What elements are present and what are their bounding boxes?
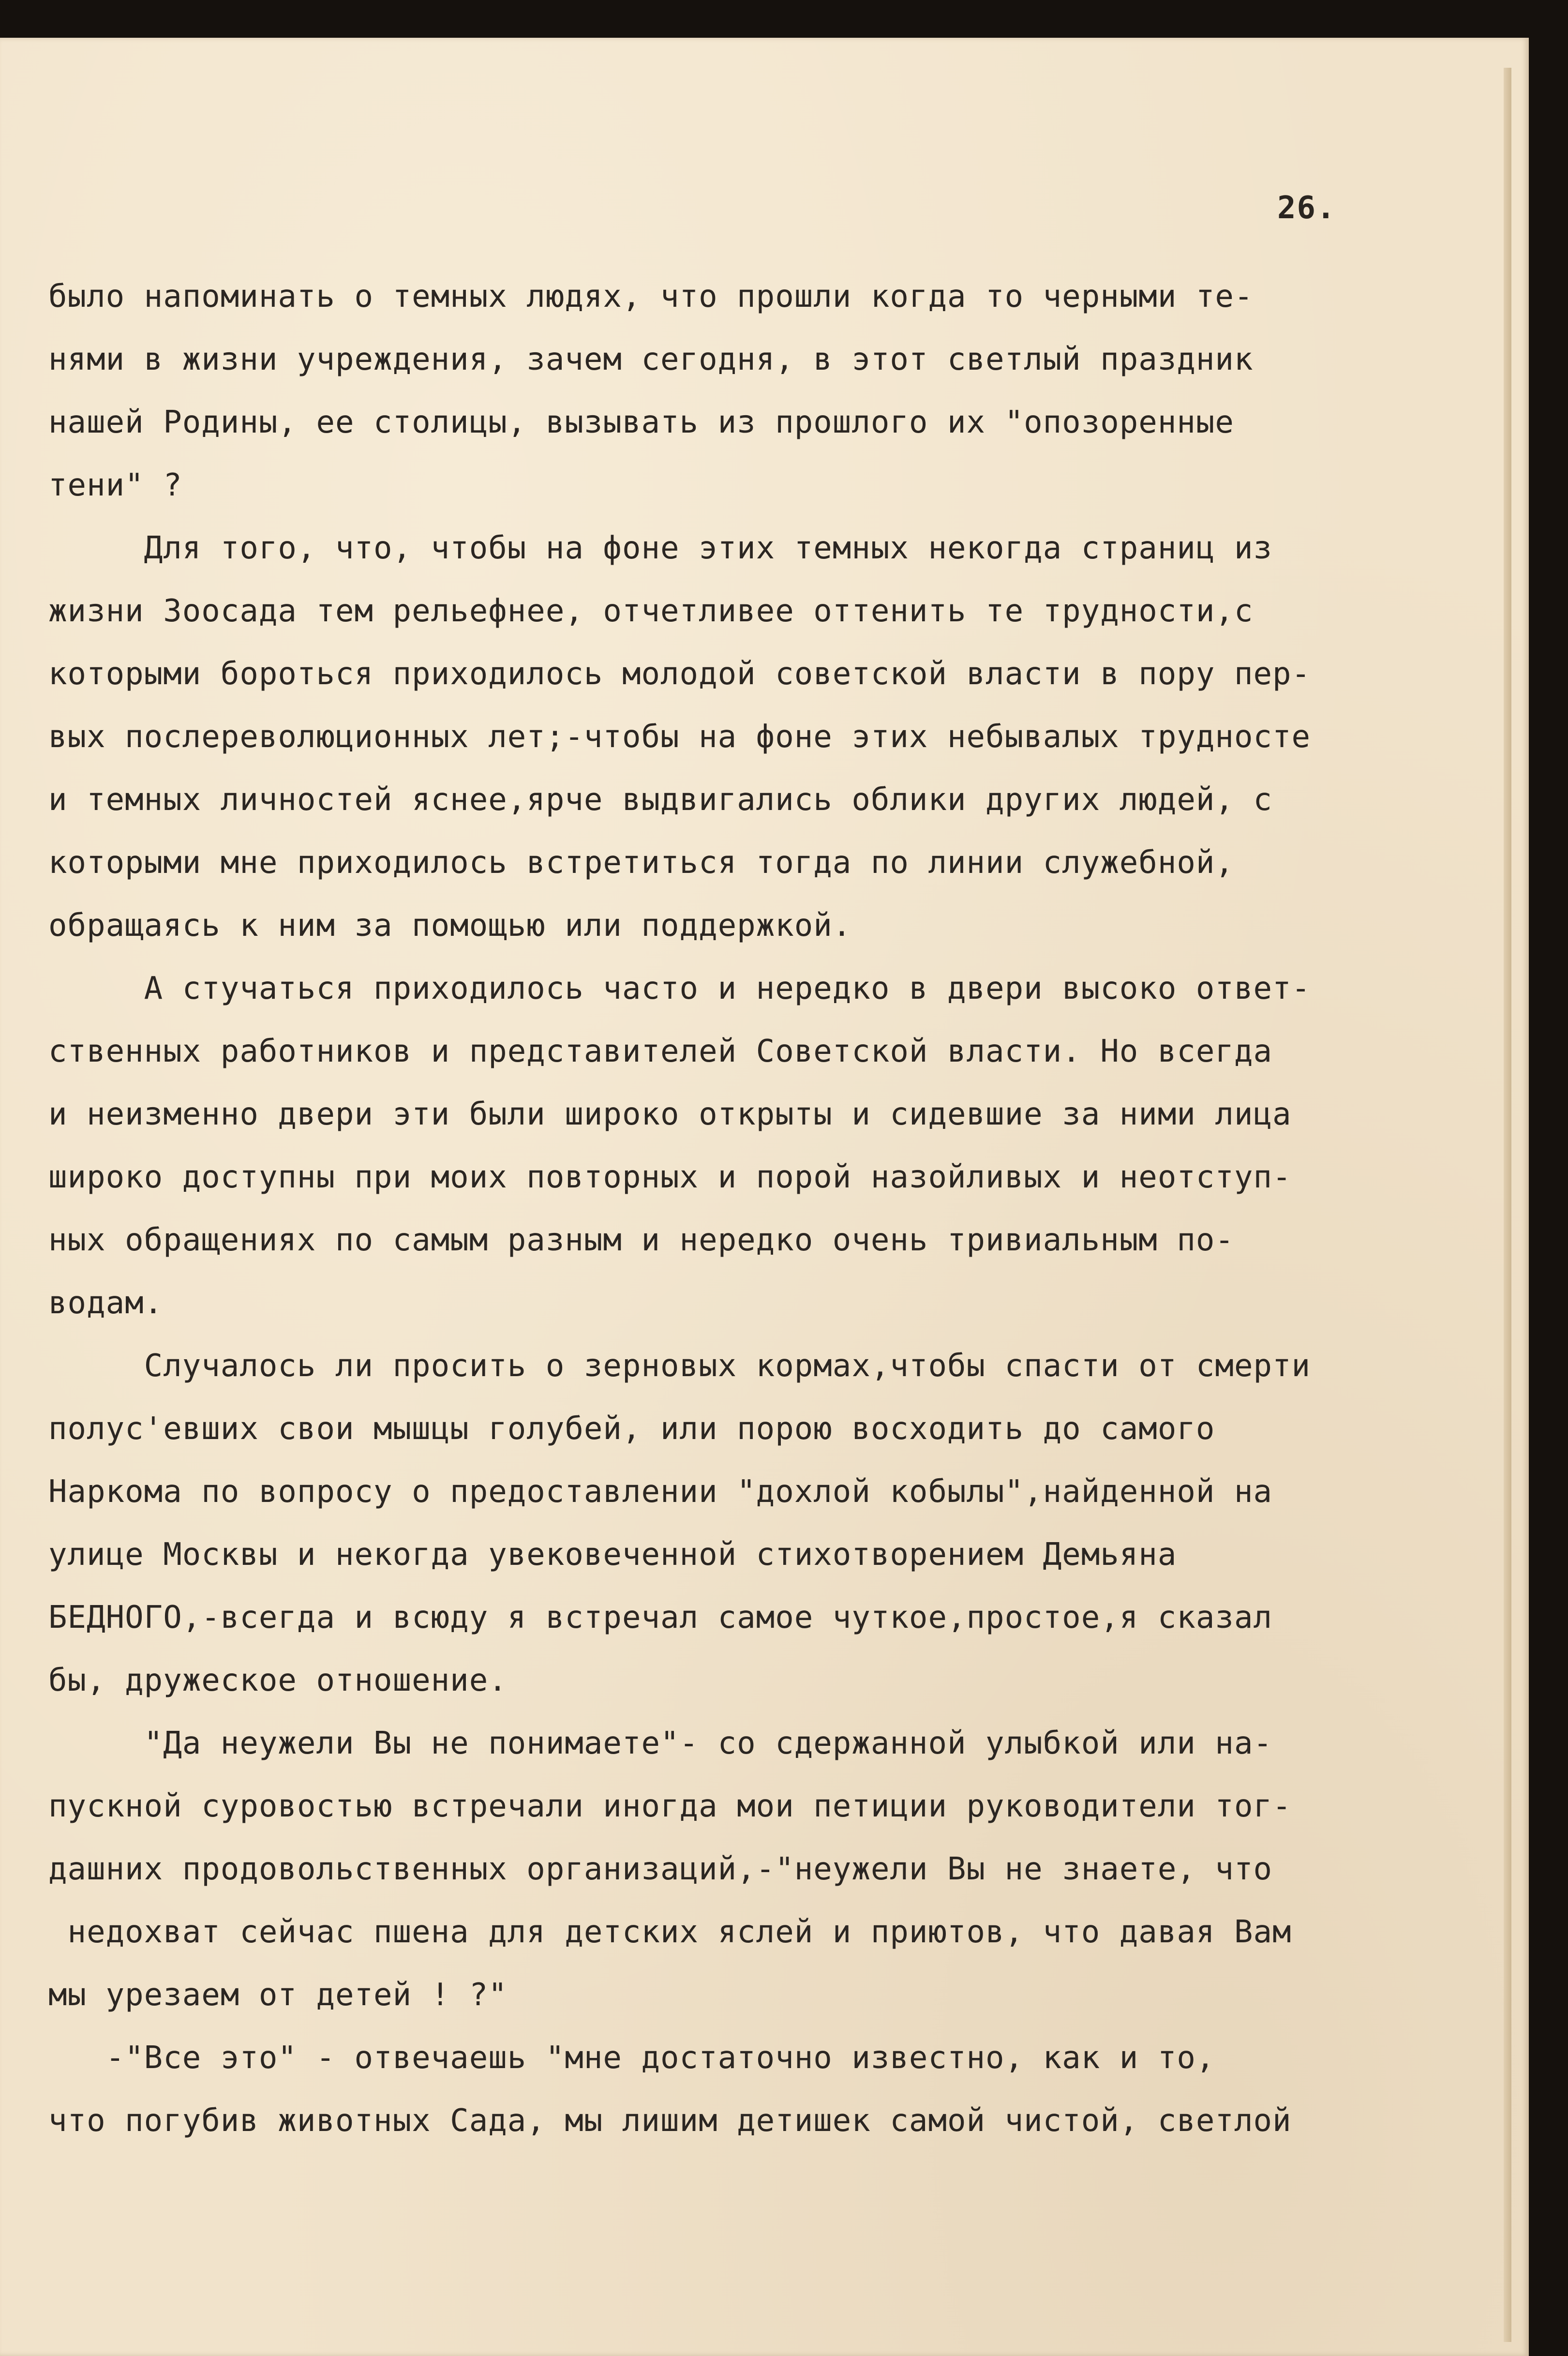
text-line: широко доступны при моих повторных и порой назойливых и неотступ- xyxy=(48,1159,1292,1195)
text-line: что погубив животных Сада, мы лишим детишек самой чистой, светлой xyxy=(48,2103,1292,2139)
text-line: обращаясь к ним за помощью или поддержкой. xyxy=(48,908,852,944)
text-line: нями в жизни учреждения, зачем сегодня, в этот светлый праздник xyxy=(48,342,1254,377)
text-line: Наркома по вопросу о предоставлении "дохлой кобылы",найденной на xyxy=(48,1474,1272,1510)
text-line: ственных работников и представителей Советской власти. Но всегда xyxy=(48,1034,1272,1069)
text-line: вых послереволюционных лет;-чтобы на фоне этих небывалых трудносте xyxy=(48,719,1311,755)
text-line: жизни Зоосада тем рельефнее, отчетливее оттенить те трудности,с xyxy=(48,593,1254,629)
text-line: было напоминать о темных людях, что прошли когда то черными те- xyxy=(48,279,1254,315)
text-line: и темных личностей яснее,ярче выдвигались облики других людей, с xyxy=(48,782,1272,818)
text-line: дашних продовольственных организаций,-"неужели Вы не знаете, что xyxy=(48,1851,1272,1887)
text-line: "Да неужели Вы не понимаете"- со сдержанной улыбкой или на- xyxy=(48,1726,1272,1761)
text-line: бы, дружеское отношение. xyxy=(48,1663,508,1698)
text-line: нашей Родины, ее столицы, вызывать из прошлого их "опозоренные xyxy=(48,405,1234,440)
text-line: улице Москвы и некогда увековеченной стихотворением Демьяна xyxy=(48,1537,1177,1573)
typewritten-page xyxy=(0,38,1529,2356)
text-line: тени" ? xyxy=(48,467,182,503)
text-line: водам. xyxy=(48,1285,164,1321)
text-line: которыми мне приходилось встретиться тогда по линии служебной, xyxy=(48,845,1234,881)
text-line: полус'евших свои мышцы голубей, или порою восходить до самого xyxy=(48,1411,1215,1447)
page-number: 26. xyxy=(1277,190,1336,226)
text-line: которыми бороться приходилось молодой советской власти в пору пер- xyxy=(48,656,1311,692)
body-text xyxy=(48,265,1480,2152)
text-line: Случалось ли просить о зерновых кормах,чтобы спасти от смерти xyxy=(48,1348,1311,1384)
text-line: -"Все это" - отвечаешь "мне достаточно известно, как и то, xyxy=(48,2040,1215,2076)
text-line: БЕДНОГО,-всегда и всюду я встречал самое чуткое,простое,я сказал xyxy=(48,1600,1272,1636)
page-edge xyxy=(1504,68,1511,2342)
text-line: недохват сейчас пшена для детских яслей и приютов, что давая Вам xyxy=(48,1914,1292,1950)
text-line: мы урезаем от детей ! ?" xyxy=(48,1977,508,2013)
text-line: пускной суровостью встречали иногда мои петиции руководители тог- xyxy=(48,1788,1292,1824)
text-line: А стучаться приходилось часто и нередко в двери высоко ответ- xyxy=(48,971,1311,1006)
text-line: и неизменно двери эти были широко открыты и сидевшие за ними лица xyxy=(48,1096,1292,1132)
text-line: Для того, что, чтобы на фоне этих темных некогда страниц из xyxy=(48,530,1272,566)
text-line: ных обращениях по самым разным и нередко очень тривиальным по- xyxy=(48,1222,1234,1258)
